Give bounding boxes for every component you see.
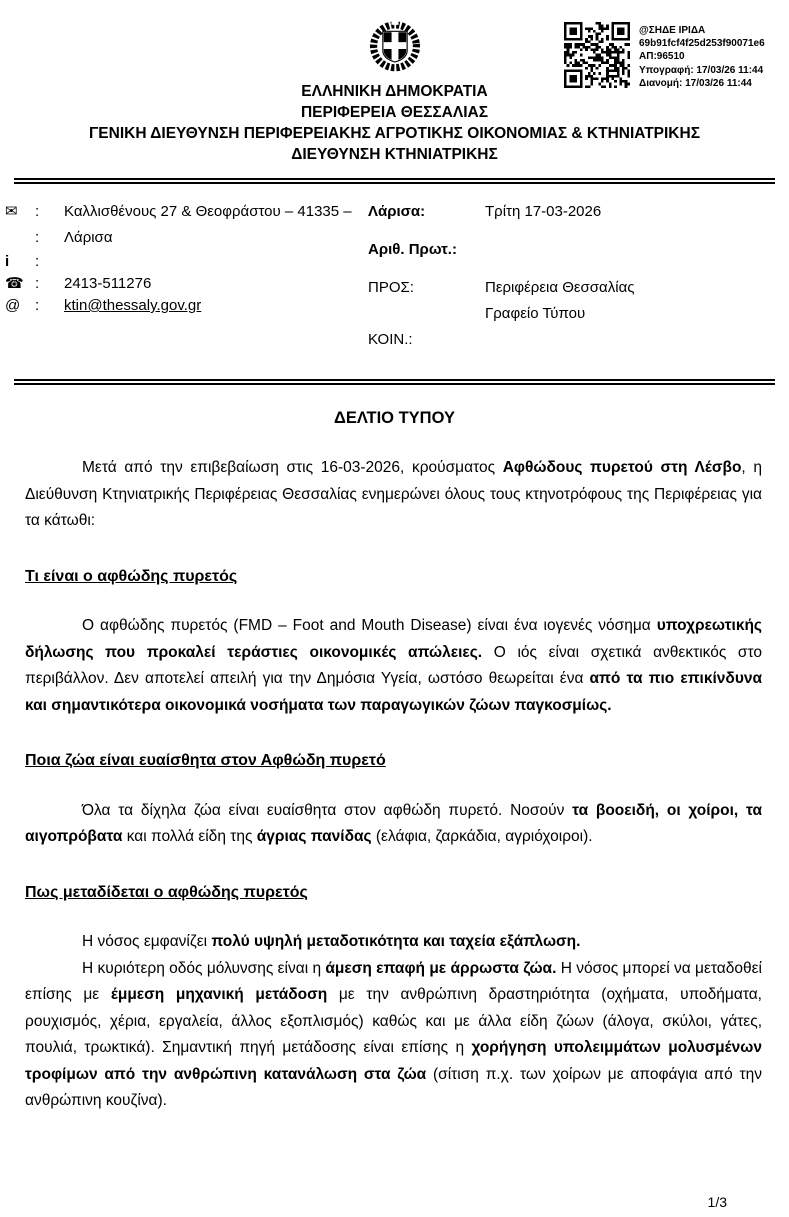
header-directorate: ΔΙΕΥΘΥΝΣΗ ΚΤΗΝΙΑΤΡΙΚΗΣ — [291, 146, 498, 163]
separator-colon: : — [35, 275, 40, 292]
document-page — [0, 17, 789, 1217]
address-row-2 — [5, 225, 365, 251]
info-value — [64, 251, 365, 273]
text-run: , η Διεύθυνση Κτηνιατρικής Περιφέρειας Θεσσαλίας ενημερώνει όλους τους κτηνοτρόφους της Περιφέρειας για τα κάτωθι: — [25, 459, 762, 529]
text-run: Ο αφθώδης πυρετός (FMD – Foot and Mouth Disease) είναι ένα ιογενές νόσημα — [82, 617, 657, 634]
text-run: Η νόσος μπορεί να μεταδοθεί επίσης με — [25, 959, 762, 1003]
greek-coat-of-arms-logo — [353, 17, 437, 77]
intro-paragraph — [25, 455, 762, 535]
stamp-system: @ΣΗΔΕ ΙΡΙΔΑ — [639, 25, 706, 36]
contact-column — [5, 199, 365, 365]
phone-row — [5, 273, 365, 295]
section-heading-transmission: Πως μεταδίδεται ο αφθώδης πυρετός — [25, 883, 308, 901]
stamp-protocol-number: ΑΠ:96510 — [639, 51, 685, 63]
to-value — [485, 275, 789, 327]
separator-colon: : — [35, 297, 40, 314]
text-run-bold: έμμεση μηχανική μετάδοση — [110, 986, 328, 1003]
at-icon: @ — [5, 297, 21, 314]
text-run: Μετά από την επιβεβαίωση στις 16-03-2026, κρούσματος — [82, 459, 503, 476]
city-label: Λάρισα: — [368, 203, 426, 220]
stamp-signature-date: Υπογραφή: 17/03/26 11:44 — [639, 64, 764, 76]
to-recipient: Περιφέρεια Θεσσαλίας — [485, 279, 635, 296]
protocol-row — [368, 237, 789, 263]
text-run-bold: από τα πιο επικίνδυνα και σημαντικότερα οικονομικά νοσήματα των παραγωγικών ζώων παγκοσμίως. — [25, 670, 763, 714]
divider-double-rule-top — [14, 178, 775, 184]
text-run: με την ανθρώπινη δραστηριότητα (οχήματα, υποδήματα, ρουχισμός, χέρια, εργαλεία, άλλος εξοπλισμός) καθώς και με άλλα είδη ζώων (άλογα, σκύλοι, γάτες, πουλιά, τρωκτικά). Σημαντική πηγή μετάδοσης είναι επίσης η — [25, 986, 762, 1056]
header-republic: ΕΛΛΗΝΙΚΗ ΔΗΜΟΚΡΑΤΙΑ — [301, 83, 488, 100]
envelope-icon: ✉ — [5, 203, 18, 220]
header-general-directorate: ΓΕΝΙΚΗ ΔΙΕΥΘΥΝΣΗ ΠΕΡΙΦΕΡΕΙΑΚΗΣ ΑΓΡΟΤΙΚΗΣ ΟΙΚΟΝΟΜΙΑΣ & ΚΤΗΝΙΑΤΡΙΚΗΣ — [88, 125, 700, 142]
phone-number: 2413-511276 — [64, 275, 152, 292]
text-run: Όλα τα δίχηλα ζώα είναι ευαίσθητα στον αφθώδη πυρετό. Νοσούν — [82, 801, 573, 819]
separator-colon: : — [35, 229, 40, 246]
text-run: (σίτιση π.χ. των χοίρων με αποφάγια από την ανθρώπινη κουζίνα). — [25, 1065, 762, 1109]
email-link[interactable]: ktin@thessaly.gov.gr — [64, 297, 202, 314]
text-run: (ελάφια, ζαρκάδια, αγριόχοιροι). — [371, 828, 593, 845]
text-run: και πολλά είδη της — [122, 828, 257, 845]
section-heading-susceptible-animals: Ποια ζώα είναι ευαίσθητα στον Αφθώδη πυρετό — [25, 752, 386, 769]
address-row — [5, 199, 365, 225]
cc-value — [485, 327, 789, 353]
protocol-value — [485, 237, 789, 263]
city-date-row — [368, 199, 789, 225]
section-heading-what-is-fmd: Τι είναι ο αφθώδης πυρετός — [25, 567, 238, 585]
text-run-bold: υποχρεωτικής δήλωσης που προκαλεί τεράστιες οικονομικές απώλειες. — [25, 617, 762, 661]
email-row — [5, 295, 365, 317]
text-run-bold: χορήγηση υπολειμμάτων μολυσμένων τροφίμων από την ανθρώπινη κατανάλωση στα ζώα — [25, 1039, 762, 1083]
stamp-text — [639, 22, 765, 90]
phone-icon: ☎ — [5, 275, 24, 292]
text-run-bold: άμεση επαφή με άρρωστα ζώα. — [325, 959, 557, 977]
section-paragraph — [25, 798, 762, 851]
info-row — [5, 251, 365, 273]
page-number: 1/3 — [707, 1194, 727, 1210]
separator-colon: : — [35, 203, 40, 220]
text-run-bold: άγριας πανίδας — [256, 828, 372, 845]
section-paragraph — [25, 956, 762, 1115]
meta-column — [368, 199, 789, 365]
info-icon: i — [5, 253, 10, 270]
address-line2: Λάρισα — [64, 229, 113, 246]
section-paragraph — [25, 613, 762, 719]
digital-signature-stamp — [562, 22, 765, 90]
stamp-hash: 69b91fcf4f25d253f90071e6 — [639, 38, 765, 50]
text-run: Η κυριότερη οδός μόλυνσης είναι η — [82, 959, 326, 977]
press-release-body — [25, 455, 762, 1115]
section-paragraph — [25, 929, 762, 956]
text-run: Η νόσος εμφανίζει — [82, 933, 212, 950]
text-run: Ο ιός είναι σχετικά ανθεκτικός στο περιβάλλον. Δεν αποτελεί απειλή για την Δημόσια Υγεία, ωστόσο θεωρείται ένα — [25, 643, 763, 687]
cc-label: ΚΟΙΝ.: — [368, 331, 413, 348]
date-value: Τρίτη 17-03-2026 — [485, 203, 602, 220]
stamp-distribution-date: Διανομή: 17/03/26 11:44 — [639, 77, 752, 89]
header-region: ΠΕΡΙΦΕΡΕΙΑ ΘΕΣΣΑΛΙΑΣ — [300, 104, 489, 121]
divider-double-rule-bottom — [14, 379, 775, 385]
qr-code-icon — [562, 22, 632, 88]
protocol-label: Αριθ. Πρωτ.: — [368, 241, 457, 258]
address-line1: Καλλισθένους 27 & Θεοφράστου – 41335 – — [64, 203, 352, 220]
separator-colon: : — [35, 253, 40, 270]
cc-row — [368, 327, 789, 353]
text-run-bold: πολύ υψηλή μεταδοτικότητα και ταχεία εξάπλωση. — [211, 933, 581, 950]
text-run-bold: Αφθώδους πυρετού στη Λέσβο — [502, 459, 742, 476]
to-office: Γραφείο Τύπου — [485, 305, 586, 322]
letterhead-info-block — [5, 199, 789, 365]
to-label: ΠΡΟΣ: — [368, 279, 414, 296]
press-release-title: ΔΕΛΤΙΟ ΤΥΠΟΥ — [334, 409, 455, 427]
text-run-bold: τα βοοειδή, οι χοίροι, τα αιγοπρόβατα — [25, 801, 762, 845]
to-row — [368, 275, 789, 327]
